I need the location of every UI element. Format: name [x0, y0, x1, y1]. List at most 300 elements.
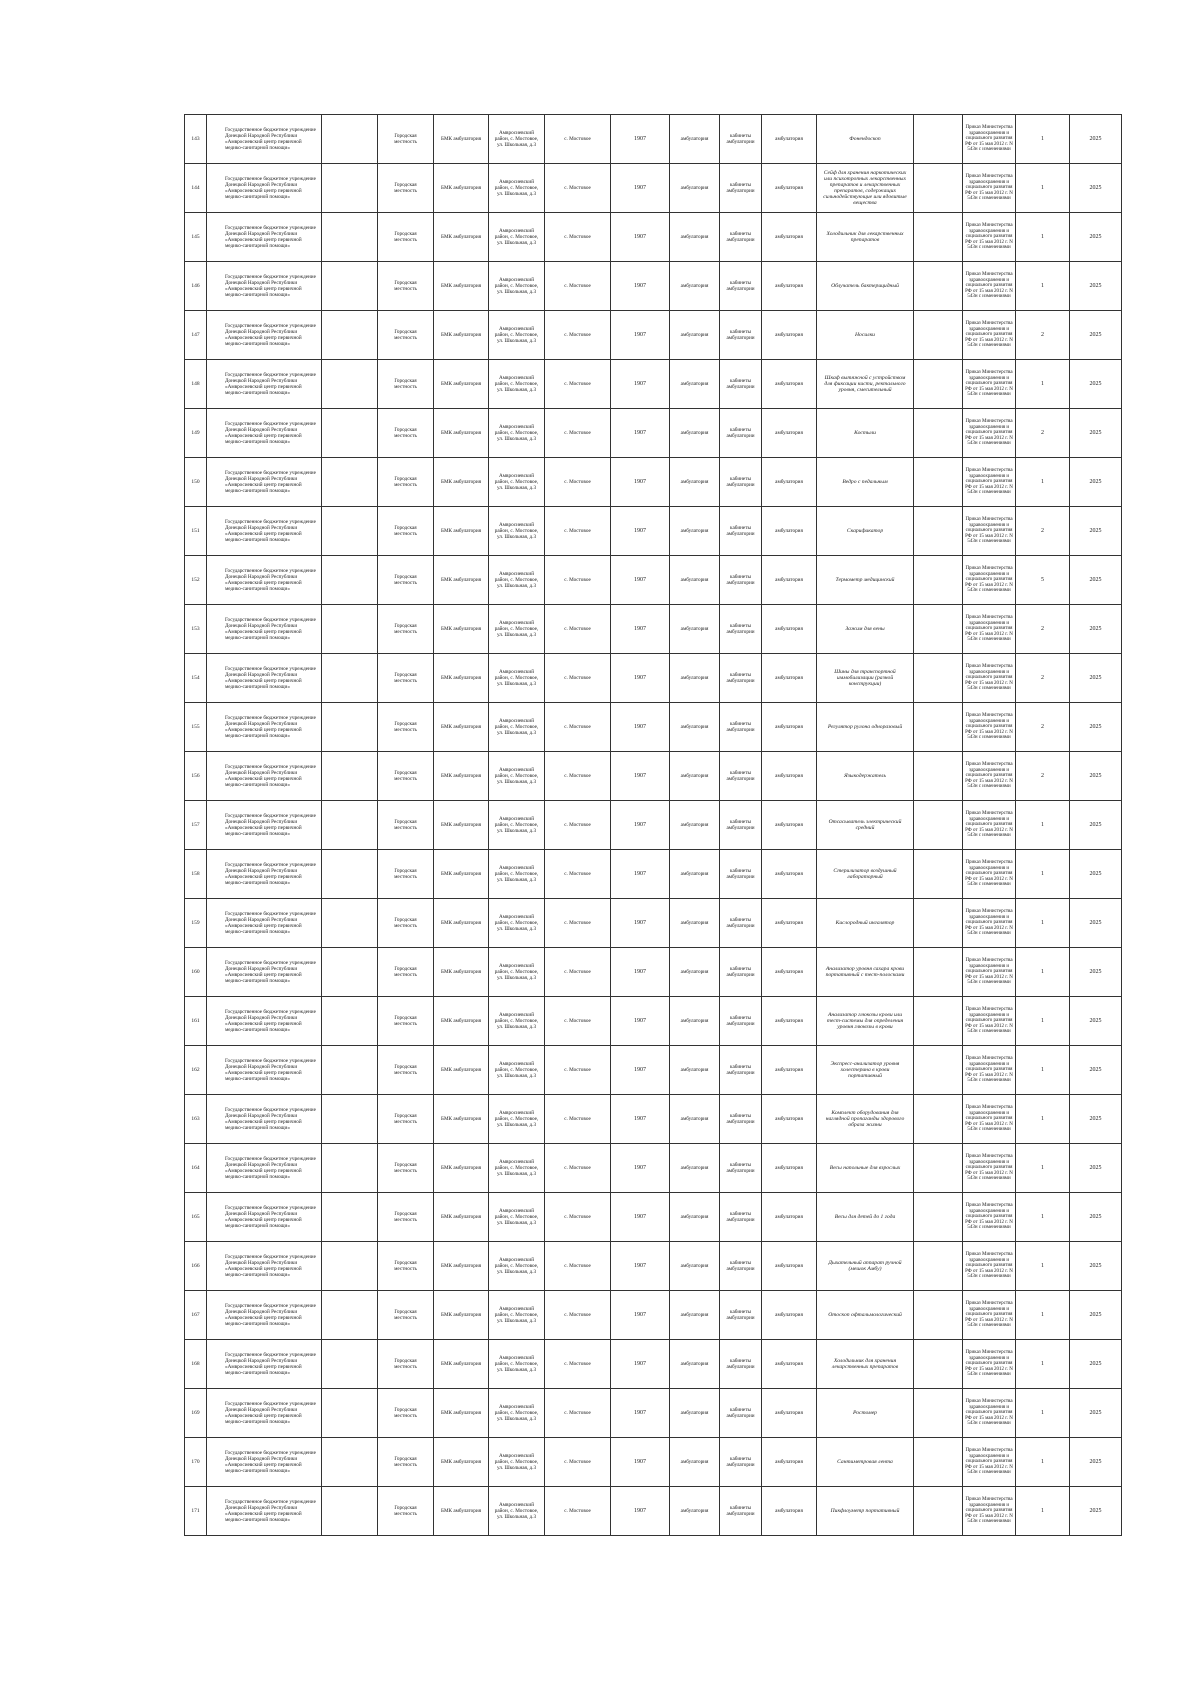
settlement-type-text: Городская	[394, 574, 417, 580]
unit-cell: БМК амбулатория	[434, 1438, 489, 1487]
organization-cell: Государственное бюджетное учреждение Донецкой Народной Республики «Амвросиевский центр первичной медико-санитарной помощи»	[207, 1487, 322, 1536]
order-cell: Приказ Министерства здравоохранения и социального развития РФ от 15 мая 2012 г. N 543н с изменениями	[963, 1389, 1016, 1438]
equipment-name-cell: Стерилизатор воздушный лабораторный	[817, 850, 914, 899]
kind-cell: амбулатория	[670, 409, 720, 458]
department-cell: кабинеты амбулатории	[720, 654, 762, 703]
unit-cell: БМК амбулатория	[434, 507, 489, 556]
empty-cell	[322, 997, 378, 1046]
quantity-cell: 1	[1016, 1340, 1070, 1389]
settlement-type-cell	[378, 899, 434, 948]
department-cell: кабинеты амбулатории	[720, 1291, 762, 1340]
organization-cell: Государственное бюджетное учреждение Донецкой Народной Республики «Амвросиевский центр первичной медико-санитарной помощи»	[207, 703, 322, 752]
settlement-type-text: Городская	[394, 133, 417, 139]
empty-cell	[914, 997, 963, 1046]
empty-cell	[322, 1438, 378, 1487]
settlement-type-text: Городская	[394, 329, 417, 335]
table-row	[185, 360, 1122, 409]
plan-year-cell: 2025	[1070, 556, 1122, 605]
department-cell: кабинеты амбулатории	[720, 458, 762, 507]
organization-cell: Государственное бюджетное учреждение Донецкой Народной Республики «Амвросиевский центр первичной медико-санитарной помощи»	[207, 360, 322, 409]
table-row	[185, 703, 1122, 752]
table-row	[185, 997, 1122, 1046]
equipment-name-cell: Анализатор глюкозы крови или тест-системы для определения уровня глюкозы в крови	[817, 997, 914, 1046]
settlement-type-cell	[378, 164, 434, 213]
table-row	[185, 1095, 1122, 1144]
settlement-type-cell	[378, 1095, 434, 1144]
row-number: 160	[185, 948, 207, 997]
settlement-type-text-2: местность	[394, 972, 417, 978]
row-number: 170	[185, 1438, 207, 1487]
unit-cell: БМК амбулатория	[434, 1389, 489, 1438]
order-cell: Приказ Министерства здравоохранения и социального развития РФ от 15 мая 2012 г. N 543н с изменениями	[963, 997, 1016, 1046]
plan-year-cell: 2025	[1070, 507, 1122, 556]
plan-year-cell: 2025	[1070, 262, 1122, 311]
equipment-name-cell: Ведро с педальным	[817, 458, 914, 507]
room-cell: амбулатория	[762, 360, 817, 409]
row-number: 152	[185, 556, 207, 605]
row-number: 168	[185, 1340, 207, 1389]
equipment-name-cell: Зажим для вены	[817, 605, 914, 654]
build-year-cell: 1907	[611, 899, 670, 948]
quantity-cell: 1	[1016, 1144, 1070, 1193]
kind-cell: амбулатория	[670, 1046, 720, 1095]
table-row	[185, 850, 1122, 899]
build-year-cell: 1907	[611, 213, 670, 262]
empty-cell	[914, 1340, 963, 1389]
quantity-cell: 2	[1016, 311, 1070, 360]
address-cell: Амвросиевский район, с. Мостовое, ул. Школьная, д.3	[489, 1046, 545, 1095]
plan-year-cell: 2025	[1070, 703, 1122, 752]
empty-cell	[322, 1487, 378, 1536]
department-cell: кабинеты амбулатории	[720, 1487, 762, 1536]
organization-cell: Государственное бюджетное учреждение Донецкой Народной Республики «Амвросиевский центр первичной медико-санитарной помощи»	[207, 654, 322, 703]
settlement-type-text: Городская	[394, 721, 417, 727]
kind-cell: амбулатория	[670, 850, 720, 899]
build-year-cell: 1907	[611, 1438, 670, 1487]
address-cell: Амвросиевский район, с. Мостовое, ул. Школьная, д.3	[489, 1144, 545, 1193]
settlement-type-text: Городская	[394, 1407, 417, 1413]
order-cell: Приказ Министерства здравоохранения и социального развития РФ от 15 мая 2012 г. N 543н с изменениями	[963, 1487, 1016, 1536]
build-year-cell: 1907	[611, 654, 670, 703]
locality-cell: с. Мостовое	[545, 556, 611, 605]
equipment-name-cell: Шкаф вытяжной с устройством для фиксации кисти, ректального уровня, смесительный	[817, 360, 914, 409]
plan-year-cell: 2025	[1070, 1291, 1122, 1340]
settlement-type-text: Городская	[394, 1162, 417, 1168]
organization-cell: Государственное бюджетное учреждение Донецкой Народной Республики «Амвросиевский центр первичной медико-санитарной помощи»	[207, 801, 322, 850]
unit-cell: БМК амбулатория	[434, 556, 489, 605]
settlement-type-text: Городская	[394, 1064, 417, 1070]
plan-year-cell: 2025	[1070, 801, 1122, 850]
equipment-name-cell: Сейф для хранения наркотических или психотропных лекарственных препаратов и лекарственных препаратов, содержащих сильнодействующие или ядовитые вещества	[817, 164, 914, 213]
unit-cell: БМК амбулатория	[434, 899, 489, 948]
settlement-type-text-2: местность	[394, 1070, 417, 1076]
department-cell: кабинеты амбулатории	[720, 899, 762, 948]
settlement-type-cell	[378, 605, 434, 654]
equipment-name-cell: Отоскоп офтальмологический	[817, 1291, 914, 1340]
locality-cell: с. Мостовое	[545, 409, 611, 458]
empty-cell	[914, 1242, 963, 1291]
build-year-cell: 1907	[611, 997, 670, 1046]
empty-cell	[322, 409, 378, 458]
kind-cell: амбулатория	[670, 997, 720, 1046]
plan-year-cell: 2025	[1070, 1095, 1122, 1144]
settlement-type-text: Городская	[394, 1456, 417, 1462]
unit-cell: БМК амбулатория	[434, 458, 489, 507]
equipment-name-cell: Комплект оборудования для наглядной пропаганды здорового образа жизни	[817, 1095, 914, 1144]
build-year-cell: 1907	[611, 752, 670, 801]
locality-cell: с. Мостовое	[545, 1144, 611, 1193]
table-row	[185, 556, 1122, 605]
locality-cell: с. Мостовое	[545, 997, 611, 1046]
room-cell: амбулатория	[762, 262, 817, 311]
settlement-type-text-2: местность	[394, 1413, 417, 1419]
organization-cell: Государственное бюджетное учреждение Донецкой Народной Республики «Амвросиевский центр первичной медико-санитарной помощи»	[207, 458, 322, 507]
equipment-name-cell: Холодильник для лекарственных препаратов	[817, 213, 914, 262]
row-number: 165	[185, 1193, 207, 1242]
empty-cell	[914, 458, 963, 507]
quantity-cell: 1	[1016, 1193, 1070, 1242]
table-row	[185, 115, 1122, 164]
address-cell: Амвросиевский район, с. Мостовое, ул. Школьная, д.3	[489, 1242, 545, 1291]
plan-year-cell: 2025	[1070, 1438, 1122, 1487]
equipment-name-cell: Весы напольные для взрослых	[817, 1144, 914, 1193]
order-cell: Приказ Министерства здравоохранения и социального развития РФ от 15 мая 2012 г. N 543н с изменениями	[963, 164, 1016, 213]
row-number: 166	[185, 1242, 207, 1291]
kind-cell: амбулатория	[670, 1291, 720, 1340]
empty-cell	[322, 1242, 378, 1291]
locality-cell: с. Мостовое	[545, 311, 611, 360]
table-row	[185, 409, 1122, 458]
empty-cell	[322, 360, 378, 409]
kind-cell: амбулатория	[670, 752, 720, 801]
settlement-type-text: Городская	[394, 672, 417, 678]
plan-year-cell: 2025	[1070, 1487, 1122, 1536]
empty-cell	[322, 1144, 378, 1193]
organization-cell: Государственное бюджетное учреждение Донецкой Народной Республики «Амвросиевский центр первичной медико-санитарной помощи»	[207, 213, 322, 262]
row-number: 169	[185, 1389, 207, 1438]
settlement-type-cell	[378, 801, 434, 850]
plan-year-cell: 2025	[1070, 899, 1122, 948]
kind-cell: амбулатория	[670, 115, 720, 164]
quantity-cell: 1	[1016, 1438, 1070, 1487]
quantity-cell: 1	[1016, 213, 1070, 262]
row-number: 153	[185, 605, 207, 654]
department-cell: кабинеты амбулатории	[720, 360, 762, 409]
unit-cell: БМК амбулатория	[434, 1242, 489, 1291]
empty-cell	[322, 1291, 378, 1340]
settlement-type-text-2: местность	[394, 286, 417, 292]
table-row	[185, 164, 1122, 213]
equipment-name-cell: Анализатор уровня сахара крови портативный с тест-полосками	[817, 948, 914, 997]
locality-cell: с. Мостовое	[545, 1487, 611, 1536]
settlement-type-text-2: местность	[394, 1119, 417, 1125]
row-number: 150	[185, 458, 207, 507]
locality-cell: с. Мостовое	[545, 605, 611, 654]
settlement-type-text: Городская	[394, 819, 417, 825]
address-cell: Амвросиевский район, с. Мостовое, ул. Школьная, д.3	[489, 115, 545, 164]
settlement-type-text-2: местность	[394, 188, 417, 194]
empty-cell	[914, 115, 963, 164]
settlement-type-cell	[378, 507, 434, 556]
organization-cell: Государственное бюджетное учреждение Донецкой Народной Республики «Амвросиевский центр первичной медико-санитарной помощи»	[207, 1389, 322, 1438]
empty-cell	[914, 262, 963, 311]
row-number: 147	[185, 311, 207, 360]
settlement-type-text-2: местность	[394, 1217, 417, 1223]
kind-cell: амбулатория	[670, 556, 720, 605]
plan-year-cell: 2025	[1070, 948, 1122, 997]
unit-cell: БМК амбулатория	[434, 752, 489, 801]
settlement-type-text-2: местность	[394, 237, 417, 243]
table-row	[185, 507, 1122, 556]
settlement-type-text-2: местность	[394, 531, 417, 537]
settlement-type-cell	[378, 703, 434, 752]
empty-cell	[322, 1095, 378, 1144]
room-cell: амбулатория	[762, 1389, 817, 1438]
settlement-type-cell	[378, 409, 434, 458]
order-cell: Приказ Министерства здравоохранения и социального развития РФ от 15 мая 2012 г. N 543н с изменениями	[963, 1095, 1016, 1144]
department-cell: кабинеты амбулатории	[720, 1095, 762, 1144]
row-number: 156	[185, 752, 207, 801]
room-cell: амбулатория	[762, 948, 817, 997]
settlement-type-cell	[378, 458, 434, 507]
settlement-type-cell	[378, 556, 434, 605]
order-cell: Приказ Министерства здравоохранения и социального развития РФ от 15 мая 2012 г. N 543н с изменениями	[963, 262, 1016, 311]
quantity-cell: 2	[1016, 703, 1070, 752]
empty-cell	[914, 507, 963, 556]
kind-cell: амбулатория	[670, 507, 720, 556]
table-row	[185, 605, 1122, 654]
build-year-cell: 1907	[611, 311, 670, 360]
locality-cell: с. Мостовое	[545, 115, 611, 164]
empty-cell	[322, 164, 378, 213]
empty-cell	[914, 1144, 963, 1193]
empty-cell	[322, 899, 378, 948]
settlement-type-cell	[378, 1291, 434, 1340]
department-cell: кабинеты амбулатории	[720, 213, 762, 262]
organization-cell: Государственное бюджетное учреждение Донецкой Народной Республики «Амвросиевский центр первичной медико-санитарной помощи»	[207, 115, 322, 164]
build-year-cell: 1907	[611, 115, 670, 164]
build-year-cell: 1907	[611, 1487, 670, 1536]
locality-cell: с. Мостовое	[545, 164, 611, 213]
organization-cell: Государственное бюджетное учреждение Донецкой Народной Республики «Амвросиевский центр первичной медико-санитарной помощи»	[207, 948, 322, 997]
order-cell: Приказ Министерства здравоохранения и социального развития РФ от 15 мая 2012 г. N 543н с изменениями	[963, 458, 1016, 507]
plan-year-cell: 2025	[1070, 1144, 1122, 1193]
settlement-type-cell	[378, 948, 434, 997]
row-number: 157	[185, 801, 207, 850]
organization-cell: Государственное бюджетное учреждение Донецкой Народной Республики «Амвросиевский центр первичной медико-санитарной помощи»	[207, 262, 322, 311]
empty-cell	[322, 115, 378, 164]
order-cell: Приказ Министерства здравоохранения и социального развития РФ от 15 мая 2012 г. N 543н с изменениями	[963, 948, 1016, 997]
table-row	[185, 1193, 1122, 1242]
equipment-name-cell: Холодильник для хранения лекарственных препаратов	[817, 1340, 914, 1389]
quantity-cell: 1	[1016, 850, 1070, 899]
settlement-type-text: Городская	[394, 231, 417, 237]
table-row	[185, 1046, 1122, 1095]
room-cell: амбулатория	[762, 507, 817, 556]
empty-cell	[914, 801, 963, 850]
order-cell: Приказ Министерства здравоохранения и социального развития РФ от 15 мая 2012 г. N 543н с изменениями	[963, 409, 1016, 458]
address-cell: Амвросиевский район, с. Мостовое, ул. Школьная, д.3	[489, 556, 545, 605]
organization-cell: Государственное бюджетное учреждение Донецкой Народной Республики «Амвросиевский центр первичной медико-санитарной помощи»	[207, 1242, 322, 1291]
equipment-name-cell: Весы для детей до 1 года	[817, 1193, 914, 1242]
address-cell: Амвросиевский район, с. Мостовое, ул. Школьная, д.3	[489, 262, 545, 311]
plan-year-cell: 2025	[1070, 605, 1122, 654]
equipment-name-cell: Облучатель бактерицидный	[817, 262, 914, 311]
row-number: 143	[185, 115, 207, 164]
row-number: 149	[185, 409, 207, 458]
locality-cell: с. Мостовое	[545, 1193, 611, 1242]
build-year-cell: 1907	[611, 1095, 670, 1144]
empty-cell	[322, 311, 378, 360]
unit-cell: БМК амбулатория	[434, 262, 489, 311]
table-row	[185, 1438, 1122, 1487]
quantity-cell: 2	[1016, 605, 1070, 654]
empty-cell	[322, 948, 378, 997]
settlement-type-cell	[378, 1046, 434, 1095]
order-cell: Приказ Министерства здравоохранения и социального развития РФ от 15 мая 2012 г. N 543н с изменениями	[963, 115, 1016, 164]
build-year-cell: 1907	[611, 1046, 670, 1095]
settlement-type-text-2: местность	[394, 1364, 417, 1370]
table-row	[185, 1487, 1122, 1536]
plan-year-cell: 2025	[1070, 409, 1122, 458]
department-cell: кабинеты амбулатории	[720, 1438, 762, 1487]
empty-cell	[322, 801, 378, 850]
kind-cell: амбулатория	[670, 1389, 720, 1438]
empty-cell	[322, 213, 378, 262]
locality-cell: с. Мостовое	[545, 1242, 611, 1291]
room-cell: амбулатория	[762, 311, 817, 360]
order-cell: Приказ Министерства здравоохранения и социального развития РФ от 15 мая 2012 г. N 543н с изменениями	[963, 213, 1016, 262]
plan-year-cell: 2025	[1070, 1340, 1122, 1389]
empty-cell	[914, 1487, 963, 1536]
address-cell: Амвросиевский район, с. Мостовое, ул. Школьная, д.3	[489, 997, 545, 1046]
unit-cell: БМК амбулатория	[434, 997, 489, 1046]
locality-cell: с. Мостовое	[545, 948, 611, 997]
row-number: 163	[185, 1095, 207, 1144]
address-cell: Амвросиевский район, с. Мостовое, ул. Школьная, д.3	[489, 1193, 545, 1242]
order-cell: Приказ Министерства здравоохранения и социального развития РФ от 15 мая 2012 г. N 543н с изменениями	[963, 360, 1016, 409]
settlement-type-text-2: местность	[394, 482, 417, 488]
empty-cell	[322, 1340, 378, 1389]
unit-cell: БМК амбулатория	[434, 1487, 489, 1536]
settlement-type-text-2: местность	[394, 1462, 417, 1468]
row-number: 148	[185, 360, 207, 409]
plan-year-cell: 2025	[1070, 1242, 1122, 1291]
unit-cell: БМК амбулатория	[434, 1193, 489, 1242]
locality-cell: с. Мостовое	[545, 1438, 611, 1487]
table-row	[185, 213, 1122, 262]
settlement-type-text-2: местность	[394, 923, 417, 929]
unit-cell: БМК амбулатория	[434, 850, 489, 899]
settlement-type-text: Городская	[394, 1358, 417, 1364]
order-cell: Приказ Министерства здравоохранения и социального развития РФ от 15 мая 2012 г. N 543н с изменениями	[963, 556, 1016, 605]
unit-cell: БМК амбулатория	[434, 164, 489, 213]
quantity-cell: 2	[1016, 507, 1070, 556]
locality-cell: с. Мостовое	[545, 654, 611, 703]
room-cell: амбулатория	[762, 409, 817, 458]
order-cell: Приказ Министерства здравоохранения и социального развития РФ от 15 мая 2012 г. N 543н с изменениями	[963, 899, 1016, 948]
equipment-name-cell: Ростомер	[817, 1389, 914, 1438]
room-cell: амбулатория	[762, 997, 817, 1046]
room-cell: амбулатория	[762, 801, 817, 850]
settlement-type-cell	[378, 311, 434, 360]
quantity-cell: 1	[1016, 1291, 1070, 1340]
table-row	[185, 458, 1122, 507]
unit-cell: БМК амбулатория	[434, 703, 489, 752]
empty-cell	[322, 1389, 378, 1438]
department-cell: кабинеты амбулатории	[720, 801, 762, 850]
room-cell: амбулатория	[762, 850, 817, 899]
empty-cell	[914, 752, 963, 801]
locality-cell: с. Мостовое	[545, 1095, 611, 1144]
build-year-cell: 1907	[611, 164, 670, 213]
locality-cell: с. Мостовое	[545, 458, 611, 507]
quantity-cell: 1	[1016, 899, 1070, 948]
address-cell: Амвросиевский район, с. Мостовое, ул. Школьная, д.3	[489, 1291, 545, 1340]
address-cell: Амвросиевский район, с. Мостовое, ул. Школьная, д.3	[489, 654, 545, 703]
table-row	[185, 1389, 1122, 1438]
quantity-cell: 1	[1016, 1487, 1070, 1536]
kind-cell: амбулатория	[670, 311, 720, 360]
address-cell: Амвросиевский район, с. Мостовое, ул. Школьная, д.3	[489, 703, 545, 752]
empty-cell	[322, 262, 378, 311]
room-cell: амбулатория	[762, 1144, 817, 1193]
equipment-name-cell: Костыли	[817, 409, 914, 458]
empty-cell	[914, 948, 963, 997]
unit-cell: БМК амбулатория	[434, 948, 489, 997]
settlement-type-text-2: местность	[394, 433, 417, 439]
settlement-type-cell	[378, 752, 434, 801]
kind-cell: амбулатория	[670, 1193, 720, 1242]
row-number: 162	[185, 1046, 207, 1095]
order-cell: Приказ Министерства здравоохранения и социального развития РФ от 15 мая 2012 г. N 543н с изменениями	[963, 752, 1016, 801]
settlement-type-text: Городская	[394, 1309, 417, 1315]
department-cell: кабинеты амбулатории	[720, 164, 762, 213]
quantity-cell: 1	[1016, 1389, 1070, 1438]
table-row	[185, 948, 1122, 997]
organization-cell: Государственное бюджетное учреждение Донецкой Народной Республики «Амвросиевский центр первичной медико-санитарной помощи»	[207, 164, 322, 213]
unit-cell: БМК амбулатория	[434, 605, 489, 654]
organization-cell: Государственное бюджетное учреждение Донецкой Народной Республики «Амвросиевский центр первичной медико-санитарной помощи»	[207, 1046, 322, 1095]
quantity-cell: 1	[1016, 360, 1070, 409]
order-cell: Приказ Министерства здравоохранения и социального развития РФ от 15 мая 2012 г. N 543н с изменениями	[963, 801, 1016, 850]
room-cell: амбулатория	[762, 1242, 817, 1291]
order-cell: Приказ Министерства здравоохранения и социального развития РФ от 15 мая 2012 г. N 543н с изменениями	[963, 654, 1016, 703]
unit-cell: БМК амбулатория	[434, 1291, 489, 1340]
quantity-cell: 1	[1016, 262, 1070, 311]
row-number: 145	[185, 213, 207, 262]
locality-cell: с. Мостовое	[545, 262, 611, 311]
unit-cell: БМК амбулатория	[434, 1144, 489, 1193]
address-cell: Амвросиевский район, с. Мостовое, ул. Школьная, д.3	[489, 1487, 545, 1536]
table-row	[185, 262, 1122, 311]
address-cell: Амвросиевский район, с. Мостовое, ул. Школьная, д.3	[489, 605, 545, 654]
unit-cell: БМК амбулатория	[434, 213, 489, 262]
room-cell: амбулатория	[762, 1193, 817, 1242]
organization-cell: Государственное бюджетное учреждение Донецкой Народной Республики «Амвросиевский центр первичной медико-санитарной помощи»	[207, 1095, 322, 1144]
quantity-cell: 1	[1016, 948, 1070, 997]
room-cell: амбулатория	[762, 899, 817, 948]
department-cell: кабинеты амбулатории	[720, 948, 762, 997]
address-cell: Амвросиевский район, с. Мостовое, ул. Школьная, д.3	[489, 1095, 545, 1144]
equipment-name-cell: Регулятор рулона одноразовый	[817, 703, 914, 752]
department-cell: кабинеты амбулатории	[720, 556, 762, 605]
plan-year-cell: 2025	[1070, 115, 1122, 164]
empty-cell	[914, 213, 963, 262]
locality-cell: с. Мостовое	[545, 1340, 611, 1389]
empty-cell	[914, 1193, 963, 1242]
settlement-type-text: Городская	[394, 623, 417, 629]
